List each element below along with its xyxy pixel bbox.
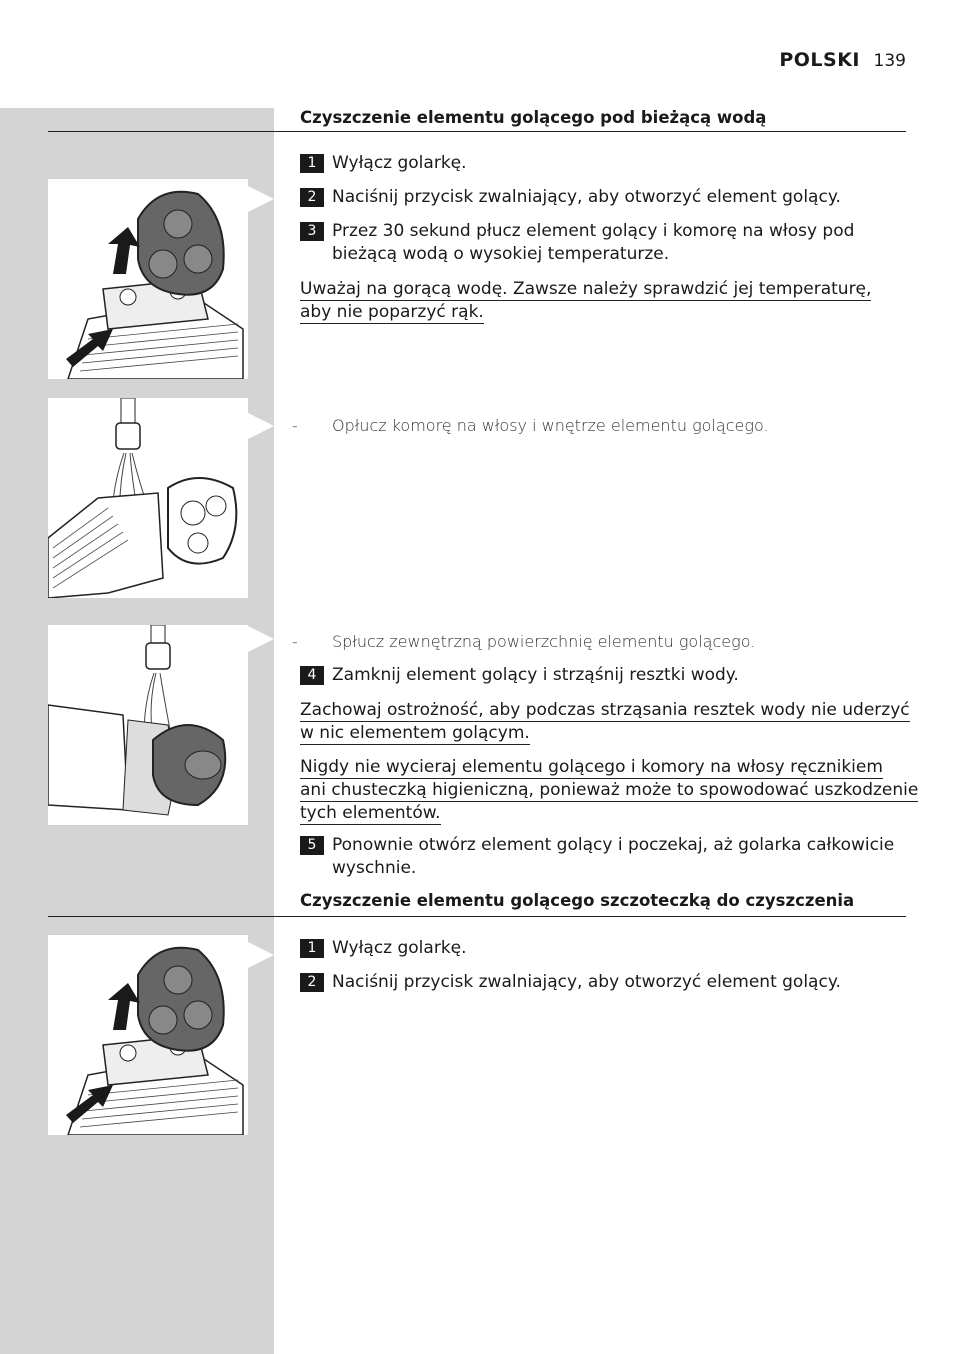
section-divider <box>48 131 906 132</box>
step-number: 3 <box>300 222 324 241</box>
figure-pointer <box>248 413 274 439</box>
figure-pointer <box>248 942 274 968</box>
section-divider <box>48 916 906 917</box>
step-text: Przez 30 sekund płucz element golący i komorę na włosy pod bieżącą wodą o wysokiej temperaturze. <box>332 221 855 264</box>
warning-line: w nic elementem golącym. <box>300 723 530 743</box>
step-text: Wyłącz golarkę. <box>332 938 467 958</box>
step-2-open-unit <box>300 971 900 994</box>
illustration-open-shaving-unit <box>48 935 248 1135</box>
bullet-dash: - <box>292 416 298 435</box>
warning-no-towel <box>300 756 919 825</box>
step-text: Naciśnij przycisk zwalniający, aby otworzyć element golący. <box>332 187 841 207</box>
illustration-rinse-hair-chamber <box>48 398 248 598</box>
step-number: 1 <box>300 939 324 958</box>
illustration-rinse-outside <box>48 625 248 825</box>
warning-careful-shaking <box>300 699 910 745</box>
bullet-text: Spłucz zewnętrzną powierzchnię elementu golącego. <box>332 632 756 651</box>
figure-pointer <box>248 626 274 652</box>
step-text: Ponownie otwórz element golący i poczekaj, aż golarka całkowicie wyschnie. <box>332 835 895 878</box>
step-number: 5 <box>300 836 324 855</box>
warning-line: Zachowaj ostrożność, aby podczas strząsania resztek wody nie uderzyć <box>300 700 910 720</box>
step-2-open-unit <box>300 186 900 209</box>
language-label: POLSKI <box>779 49 860 71</box>
step-3-rinse <box>300 220 900 266</box>
warning-line: Uważaj na gorącą wodę. Zawsze należy sprawdzić jej temperaturę, <box>300 279 872 299</box>
step-number: 4 <box>300 666 324 685</box>
section-title-brush: Czyszczenie elementu golącego szczoteczką do czyszczenia <box>300 891 855 910</box>
step-text: Naciśnij przycisk zwalniający, aby otworzyć element golący. <box>332 972 841 992</box>
step-text: Wyłącz golarkę. <box>332 153 467 173</box>
warning-line: tych elementów. <box>300 803 441 823</box>
step-1-turn-off <box>300 152 900 175</box>
figure-pointer <box>248 186 274 212</box>
step-number: 2 <box>300 188 324 207</box>
page-number: 139 <box>873 51 906 71</box>
step-number: 2 <box>300 973 324 992</box>
step-number: 1 <box>300 154 324 173</box>
step-1-turn-off <box>300 937 900 960</box>
step-5-dry <box>300 834 900 880</box>
warning-hot-water <box>300 278 900 324</box>
step-text: Zamknij element golący i strząśnij resztki wody. <box>332 665 739 685</box>
step-4-close-shake <box>300 664 900 687</box>
warning-line: Nigdy nie wycieraj elementu golącego i komory na włosy ręcznikiem <box>300 757 883 777</box>
bullet-dash: - <box>292 632 298 651</box>
warning-line: ani chusteczką higieniczną, ponieważ może to spowodować uszkodzenie <box>300 780 919 800</box>
bullet-rinse-outside <box>292 631 892 653</box>
bullet-rinse-chamber <box>292 415 892 437</box>
section-title-running-water: Czyszczenie elementu golącego pod bieżącą wodą <box>300 108 767 127</box>
illustration-open-shaving-unit <box>48 179 248 379</box>
bullet-text: Opłucz komorę na włosy i wnętrze elementu golącego. <box>332 416 769 435</box>
warning-line: aby nie poparzyć rąk. <box>300 302 484 322</box>
